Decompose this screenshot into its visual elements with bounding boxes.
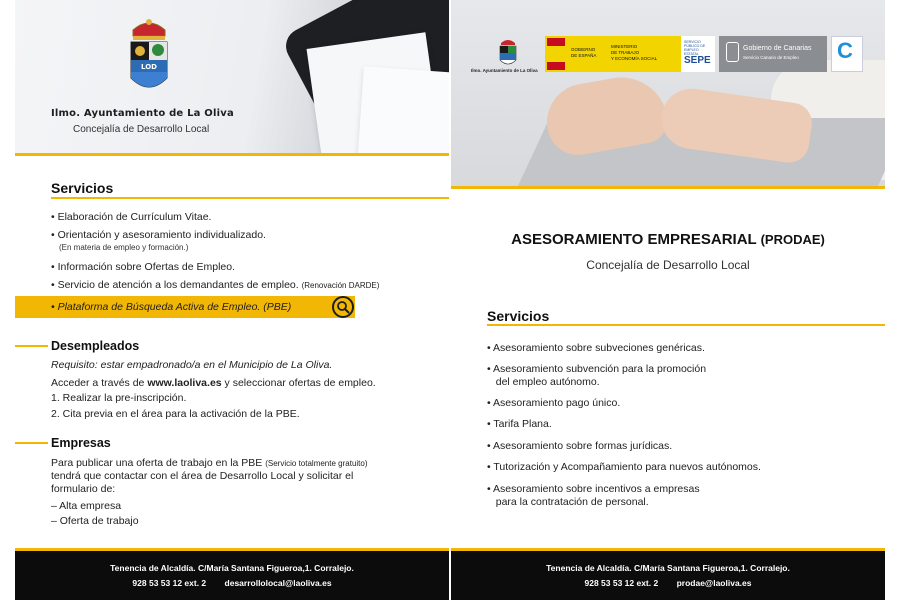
right-header-photo <box>451 0 885 186</box>
service-item: • Asesoramiento sobre subveciones genéricas. <box>487 342 705 354</box>
empresas-line-2: tendrá que contactar con el área de Desarrollo Local y solicitar el <box>51 470 354 482</box>
page-title-main: ASESORAMIENTO EMPRESARIAL <box>511 231 761 248</box>
orientacion-note: (En materia de empleo y formación.) <box>59 243 189 252</box>
service-item: • Asesoramiento pago único. <box>487 397 621 409</box>
org-department: Concejalía de Desarrollo Local <box>73 124 210 135</box>
footer-contact <box>451 578 885 588</box>
left-footer <box>15 548 449 600</box>
page-subtitle: Concejalía de Desarrollo Local <box>586 258 750 272</box>
footer-email[interactable]: desarrollolocal@laoliva.es <box>224 578 332 588</box>
service-item-orientacion: • Orientación y asesoramiento individualizado. <box>51 229 266 241</box>
requisito-text <box>51 359 332 372</box>
ministerio-text: MINISTERIO DE TRABAJO Y ECONOMÍA SOCIAL <box>611 44 658 61</box>
service-item: • Tarifa Plana. <box>487 418 552 430</box>
gold-divider <box>451 186 885 189</box>
servicios-heading: Servicios <box>51 180 114 196</box>
service-item: • Asesoramiento sobre incentivos a empresas <box>487 483 700 495</box>
servicios-rule <box>487 324 885 326</box>
gobierno-text: GOBIERNO DE ESPAÑA <box>571 47 597 58</box>
service-item: • Asesoramiento sobre formas jurídicas. <box>487 440 673 452</box>
right-brochure-page <box>451 0 885 600</box>
desempleados-heading: Desempleados <box>51 339 140 353</box>
empresas-option-alta: – Alta empresa <box>51 500 122 512</box>
acceder-post: y seleccionar ofertas de empleo. <box>221 377 376 389</box>
la-oliva-crest-icon <box>121 16 177 102</box>
desempleados-dash <box>15 345 48 347</box>
footer-address: Tenencia de Alcaldía. C/María Santana Figueroa,1. Corralejo. <box>110 563 354 573</box>
service-item: • Tutorización y Acompañamiento para nuevos autónomos. <box>487 461 761 473</box>
empresas-line-3: formulario de: <box>51 483 116 495</box>
footer-phone: 928 53 53 12 ext. 2 <box>584 578 659 588</box>
empresas-heading: Empresas <box>51 436 111 450</box>
service-item-cont: para la contratación de personal. <box>487 496 649 508</box>
requisito-italic: Requisito: estar empadronado/a en el Municipio de La Oliva. <box>51 359 333 371</box>
right-footer <box>451 548 885 600</box>
footer-contact <box>15 578 449 588</box>
gold-divider <box>15 153 449 156</box>
acceder-pre: Acceder a través de <box>51 377 148 389</box>
canarias-emblem-icon <box>726 42 739 62</box>
gc-title: Gobierno de Canarias <box>743 45 812 52</box>
paper-photo-shape <box>356 66 449 153</box>
c-letter: C <box>837 38 853 63</box>
website-link[interactable]: www.laoliva.es <box>147 377 222 389</box>
left-brochure-page <box>15 0 449 600</box>
mini-org-name: Ilmo. Ayuntamiento de La Oliva <box>471 68 538 73</box>
empresas-option-oferta: – Oferta de trabajo <box>51 515 139 527</box>
service-item-demandantes <box>51 279 379 292</box>
left-header-photo <box>15 0 449 153</box>
page-title <box>451 231 885 248</box>
sepe-word: SEPE <box>684 55 711 66</box>
step-1: 1. Realizar la pre-inscripción. <box>51 392 187 404</box>
gc-sub: Servicio Canario de Empleo <box>743 55 799 60</box>
sponsor-logo-strip <box>451 33 885 75</box>
service-item-cont: del empleo autónomo. <box>487 376 600 388</box>
empresas-gratuito-note: (Servicio totalmente gratuito) <box>265 459 368 468</box>
empresas-dash <box>15 442 48 444</box>
empresas-p1: Para publicar una oferta de trabajo en la PBE <box>51 457 266 469</box>
org-name: Ilmo. Ayuntamiento de La Oliva <box>51 108 234 119</box>
search-icon <box>332 296 354 318</box>
page-title-paren: (PRODAE) <box>760 232 825 247</box>
servicios-rule <box>51 197 449 199</box>
spain-flag-icon <box>547 38 565 70</box>
service-item-demandantes-text: • Servicio de atención a los demandantes de empleo. <box>51 279 299 291</box>
footer-email[interactable]: prodae@laoliva.es <box>676 578 752 588</box>
pbe-item: • Plataforma de Búsqueda Activa de Empleo. (PBE) <box>51 301 292 313</box>
crest-monogram: LOD <box>141 63 157 71</box>
empresas-line-1 <box>51 457 368 470</box>
service-item-ofertas: • Información sobre Ofertas de Empleo. <box>51 261 236 273</box>
step-2: 2. Cita previa en el área para la activación de la PBE. <box>51 408 300 420</box>
footer-phone: 928 53 53 12 ext. 2 <box>132 578 207 588</box>
service-item: • Asesoramiento subvención para la promoción <box>487 363 707 375</box>
sepe-small-text: SERVICIO PÚBLICO DE EMPLEO ESTATAL <box>684 40 706 56</box>
footer-address: Tenencia de Alcaldía. C/María Santana Figueroa,1. Corralejo. <box>546 563 790 573</box>
darde-note: (Renovación DARDE) <box>301 281 380 290</box>
la-oliva-crest-icon <box>497 37 519 69</box>
service-item-cv: • Elaboración de Currículum Vitae. <box>51 211 212 223</box>
acceder-text <box>51 377 376 390</box>
servicios-heading: Servicios <box>487 308 550 324</box>
